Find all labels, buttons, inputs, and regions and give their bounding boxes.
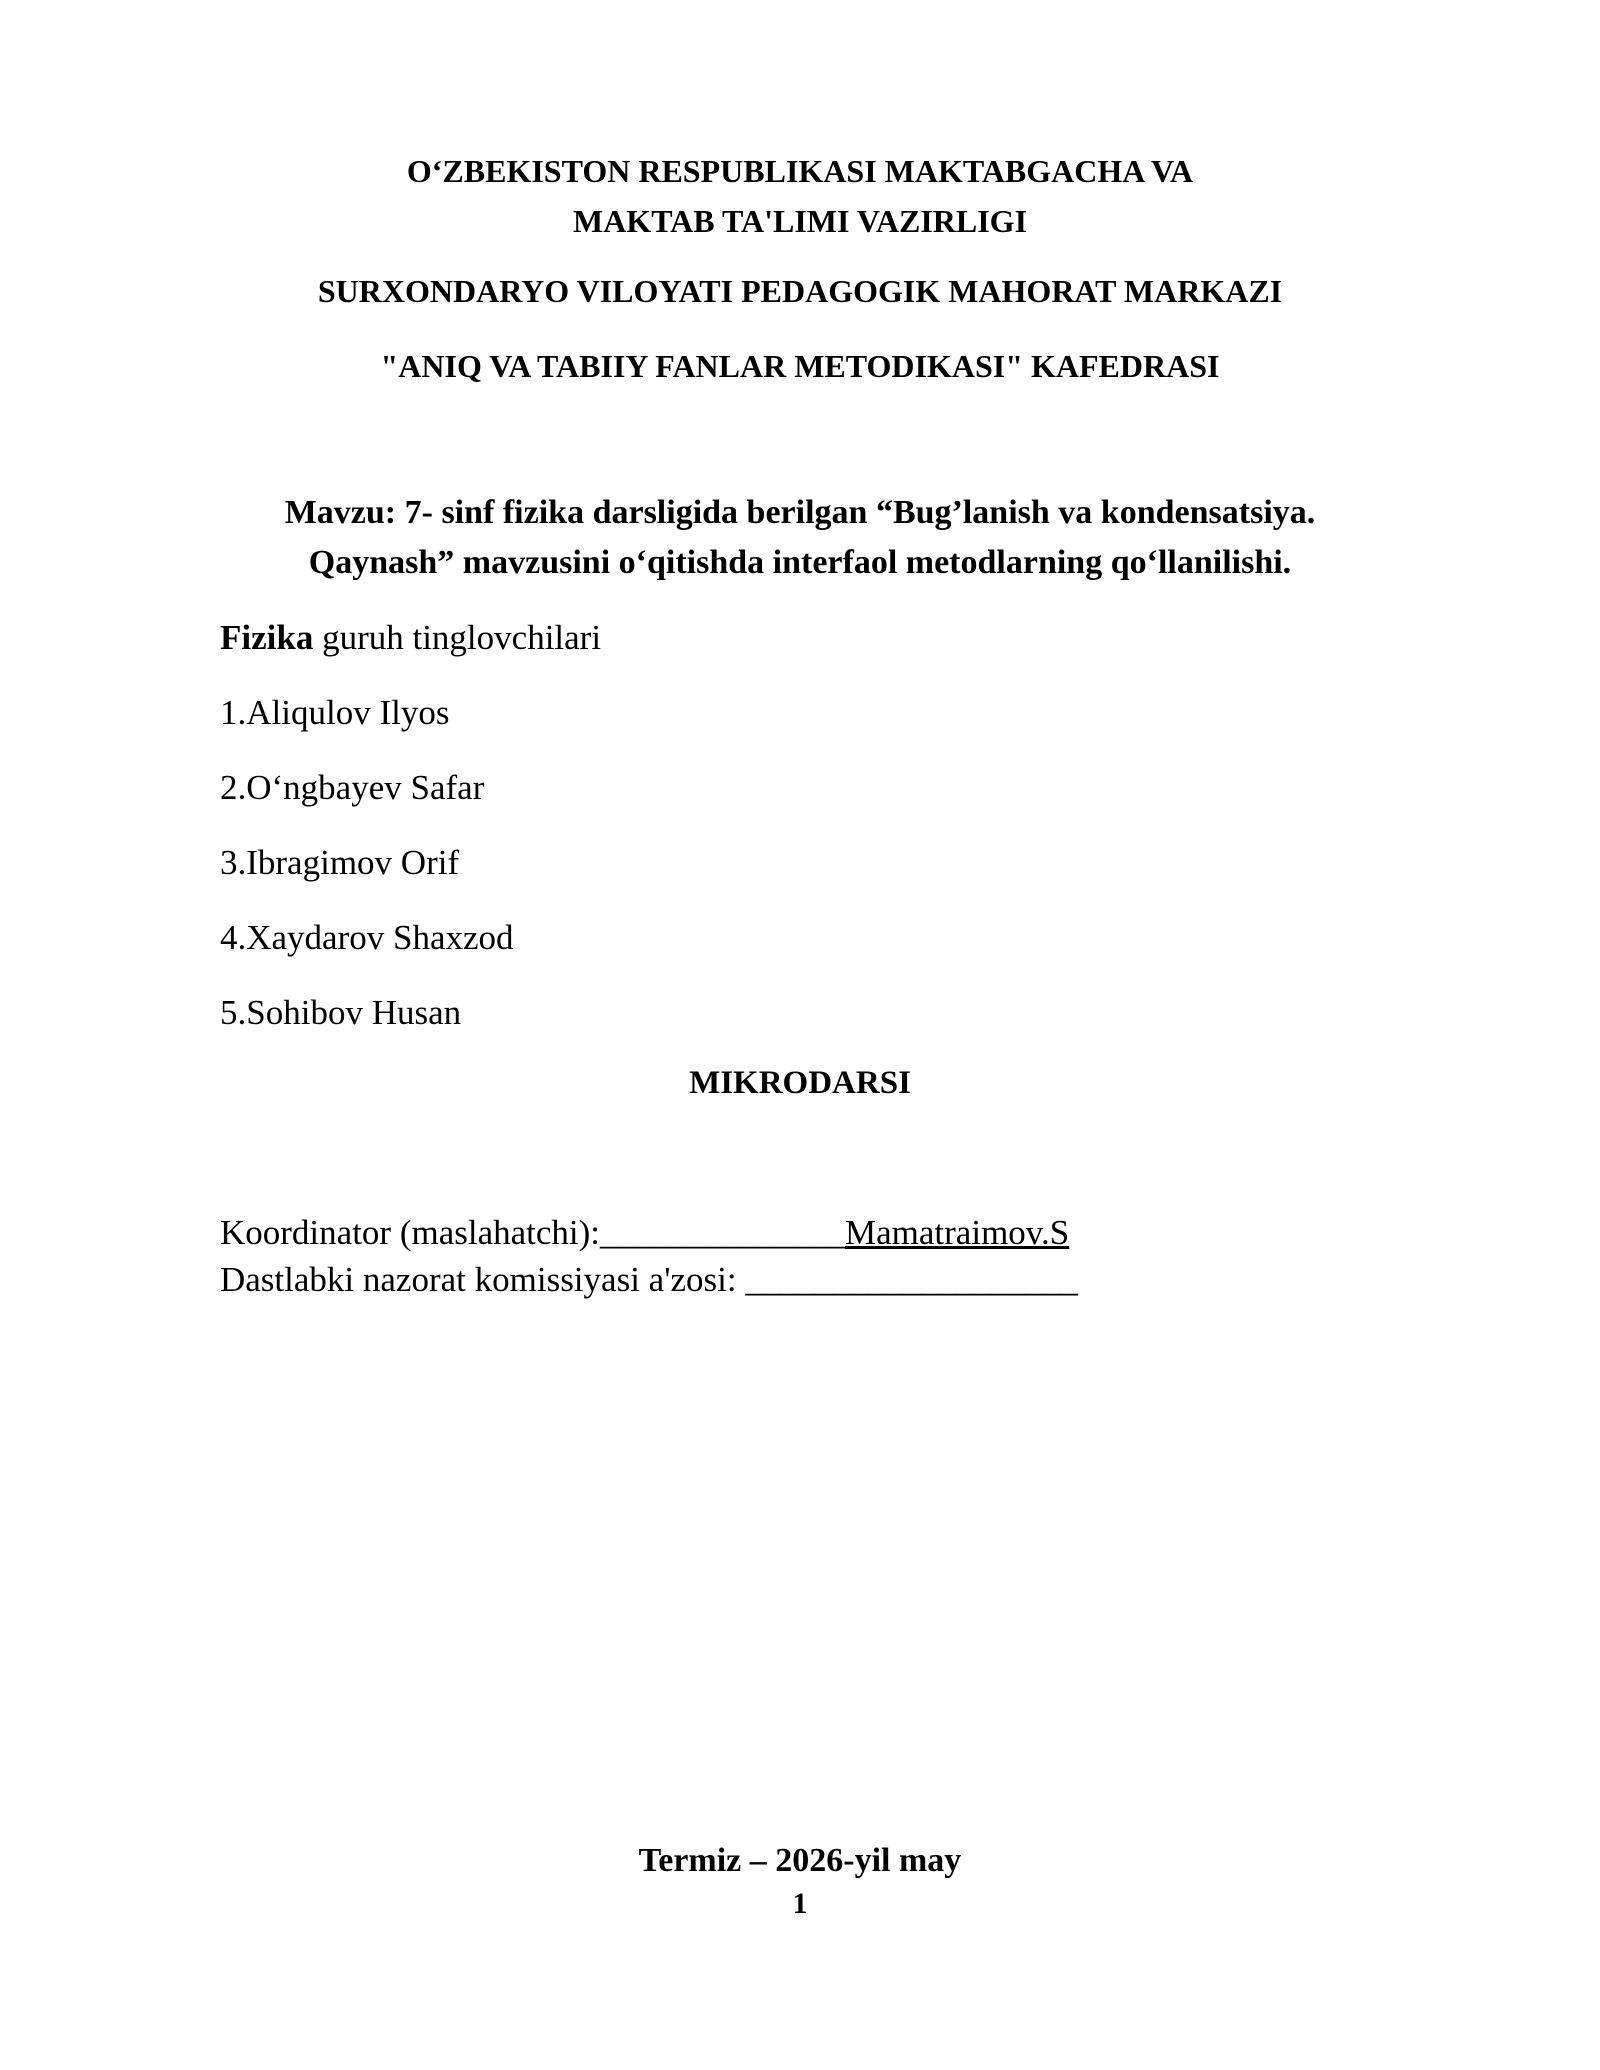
group-line — [220, 613, 601, 663]
place-date: Termiz – 2026-yil may — [638, 1842, 962, 1879]
page-number: 1 — [792, 1887, 808, 1920]
topic-title-line1: Mavzu: 7- sinf fizika darsligida berilgan “Bug’lanish va kondensatsiya. — [284, 494, 1316, 531]
topic-title — [0, 488, 1600, 588]
member-item: 5.Sohibov Husan — [220, 993, 462, 1032]
coordinator-line — [220, 1208, 1069, 1258]
ministry-heading-line1: O‘ZBEKISTON RESPUBLIKASI MAKTABGACHA VA — [406, 153, 1194, 189]
member-item: 2.O‘ngbayev Safar — [220, 768, 485, 807]
coordinator-blank: ______________ — [600, 1213, 846, 1252]
member-item: 1.Aliqulov Ilyos — [220, 693, 450, 732]
document-type: MIKRODARSI — [689, 1065, 911, 1101]
coordinator-label: Koordinator (maslahatchi): — [220, 1213, 601, 1252]
commission-label: Dastlabki nazorat komissiyasi a'zosi: — [220, 1260, 746, 1299]
commission-line — [220, 1255, 1078, 1305]
department-heading: "ANIQ VA TABIIY FANLAR METODIKASI" KAFEDRASI — [380, 348, 1220, 384]
ministry-heading-line2: MAKTAB TA'LIMI VAZIRLIGI — [572, 203, 1028, 239]
commission-blank: ___________________ — [745, 1260, 1078, 1299]
center-heading: SURXONDARYO VILOYATI PEDAGOGIK MAHORAT MARKAZI — [317, 273, 1283, 309]
group-label: guruh tinglovchilari — [313, 618, 602, 657]
coordinator-name: Mamatraimov.S — [845, 1213, 1070, 1252]
group-subject: Fizika — [220, 618, 314, 657]
member-item: 4.Xaydarov Shaxzod — [220, 918, 514, 957]
topic-title-line2: Qaynash” mavzusini o‘qitishda interfaol metodlarning qo‘llanilishi. — [308, 544, 1292, 581]
member-item: 3.Ibragimov Orif — [220, 843, 460, 882]
ministry-heading — [0, 146, 1600, 246]
